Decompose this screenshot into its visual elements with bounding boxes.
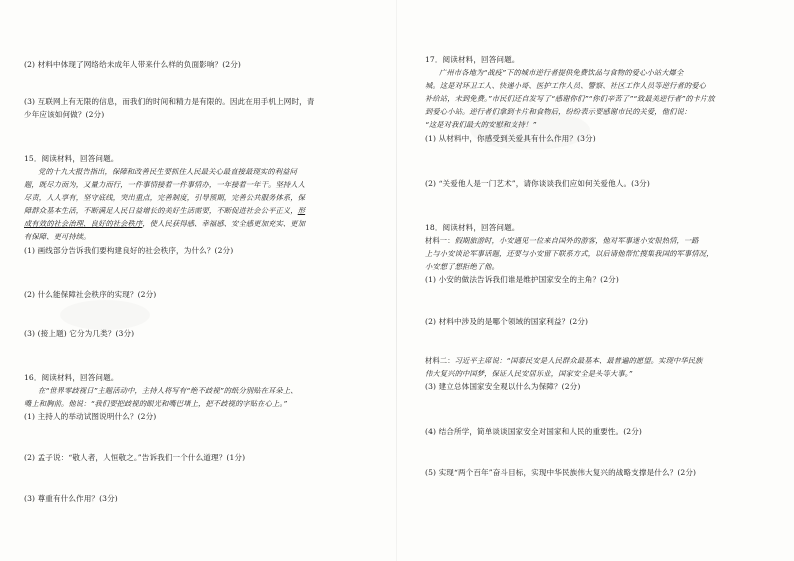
question-14-3-line2: 少年应该如何做？(2分) bbox=[24, 110, 105, 119]
q15-material-line1: 党的十九大报告指出，保障和改善民生要抓住人民最关心最直接最现实的利益问 bbox=[38, 167, 297, 176]
question-18-3: (3) 建立总体国家安全观以什么为保障？(2分) bbox=[425, 382, 581, 391]
q18-material1-text: 假期旅游时，小安遇见一位来自国外的游客，他对军事迷小安很热情，一路 bbox=[454, 236, 699, 245]
q17-material-line4: 到爱心小站。逆行者们拿到卡片和食物后，纷纷表示要感谢市民的关爱，他们说： bbox=[425, 107, 692, 116]
question-14-3-line1: (3) 互联网上有无限的信息，而我们的时间和精力是有限的。因此在用手机上网时，青 bbox=[24, 97, 315, 106]
q15-underlined-phrase: 成有效的社会治理、良好的社会秩序 bbox=[24, 219, 143, 228]
question-18-4: (4) 结合所学，简单谈谈国家安全对国家和人民的重要性。(2分) bbox=[425, 427, 642, 436]
question-18-1: (1) 小安的做法告诉我们谁是维护国家安全的主角？(2分) bbox=[425, 275, 619, 284]
q15-material-line5 bbox=[24, 219, 305, 229]
q18-material1-line1 bbox=[425, 236, 699, 246]
q15-underlined-start: 形 bbox=[297, 206, 306, 215]
q17-material-line3: 补给站，未到免费。”市民们还自发写了“感谢你们”“你们辛苦了”“致最美逆行者”的卡片放 bbox=[425, 94, 715, 103]
q18-material2-line2: 伟大复兴的中国梦，保证人民安居乐业，国家安全是头等大事。” bbox=[425, 369, 633, 378]
q15-material-line2: 题，既尽力而为，又量力而行，一件事情接着一件事情办，一年接着一年干。坚持人人 bbox=[24, 180, 306, 189]
q18-material2-label: 材料二： bbox=[425, 356, 455, 365]
q17-material-line1: 广州市各地为“战疫”下的城市逆行者提供免费饮品与食物的爱心小站大爆全 bbox=[439, 68, 684, 77]
q15-material-line3: 尽责，人人享有，坚守底线，突出重点，完善制度，引导预期，完善公共服务体系，保 bbox=[24, 193, 306, 202]
question-17-1: (1) 从材料中，你感受到关爱具有什么作用？(3分) bbox=[425, 134, 596, 143]
question-18-5: (5) 实现“两个百年”奋斗目标，实现中华民族伟大复兴的战略支撑是什么？(2分) bbox=[425, 468, 697, 477]
question-16-3: (3) 尊重有什么作用？(3分) bbox=[24, 494, 118, 503]
question-15-heading: 15．阅读材料，回答问题。 bbox=[24, 154, 119, 163]
q17-material-line2: 城。这是对环卫工人、快递小哥、医护工作人员、警察、社区工作人员等逆行者的爱心 bbox=[425, 81, 707, 90]
question-17-heading: 17．阅读材料，回答问题。 bbox=[425, 55, 520, 64]
q18-material2-text: 习近平主席说：“国泰民安是人民群众最基本、最普遍的愿望。实现中华民族 bbox=[454, 356, 703, 365]
question-15-2: (2) 什么能保障社会秩序的实现？(2分) bbox=[24, 290, 157, 299]
q15-material-line4-text: 障群众基本生活，不断满足人民日益增长的美好生活需要，不断促进社会公平正义， bbox=[24, 206, 298, 215]
question-15-1: (1) 画线部分告诉我们要构建良好的社会秩序，为什么？(2分) bbox=[24, 246, 234, 255]
q16-material-line2: 嘴上和胸前。他说：“我们要把歧视的眼光和嘴巴堵上，把不歧视的字贴在心上。” bbox=[24, 399, 287, 408]
q18-material2-line1 bbox=[425, 356, 703, 366]
question-16-heading: 16．阅读材料，回答问题。 bbox=[24, 373, 119, 382]
question-17-2: (2) “关爱他人是一门艺术”，请你谈谈我们应如何关爱他人。(3分) bbox=[425, 179, 650, 188]
q18-material1-line3: 小安想了想拒绝了他。 bbox=[425, 262, 499, 271]
question-15-3: (3) (接上题) 它分为几类？(3分) bbox=[24, 329, 135, 338]
right-column bbox=[397, 0, 794, 561]
question-14-2: (2) 材料中体现了网络给未成年人带来什么样的负面影响？(2分) bbox=[24, 60, 241, 69]
q15-material-line6: 有保障、更可持续。 bbox=[24, 232, 91, 241]
q18-material1-line2: 上与小安谈论军事话题，还要与小安留下联系方式，以后请他帮忙搜集我国的军事情况， bbox=[425, 249, 714, 258]
question-16-2: (2) 孟子说：“敬人者，人恒敬之。”告诉我们一个什么道理？(1分) bbox=[24, 453, 246, 462]
question-18-2: (2) 材料中涉及的是哪个领域的国家利益？(2分) bbox=[425, 317, 589, 326]
question-18-heading: 18．阅读材料，回答问题。 bbox=[425, 223, 520, 232]
q16-material-line1: 在“世界零歧视日”主题活动中，主持人将写有“绝不歧视”的纸分别贴在耳朵上、 bbox=[38, 386, 298, 395]
question-16-1: (1) 主持人的举动试图说明什么？(2分) bbox=[24, 412, 157, 421]
q15-material-line5-text: ，使人民获得感、幸福感、安全感更加充实、更加 bbox=[142, 219, 306, 228]
q17-material-line5: “这是对我们最大的安慰和支持！” bbox=[425, 120, 537, 129]
q15-material-line4 bbox=[24, 206, 305, 216]
q18-material1-label: 材料一： bbox=[425, 236, 455, 245]
